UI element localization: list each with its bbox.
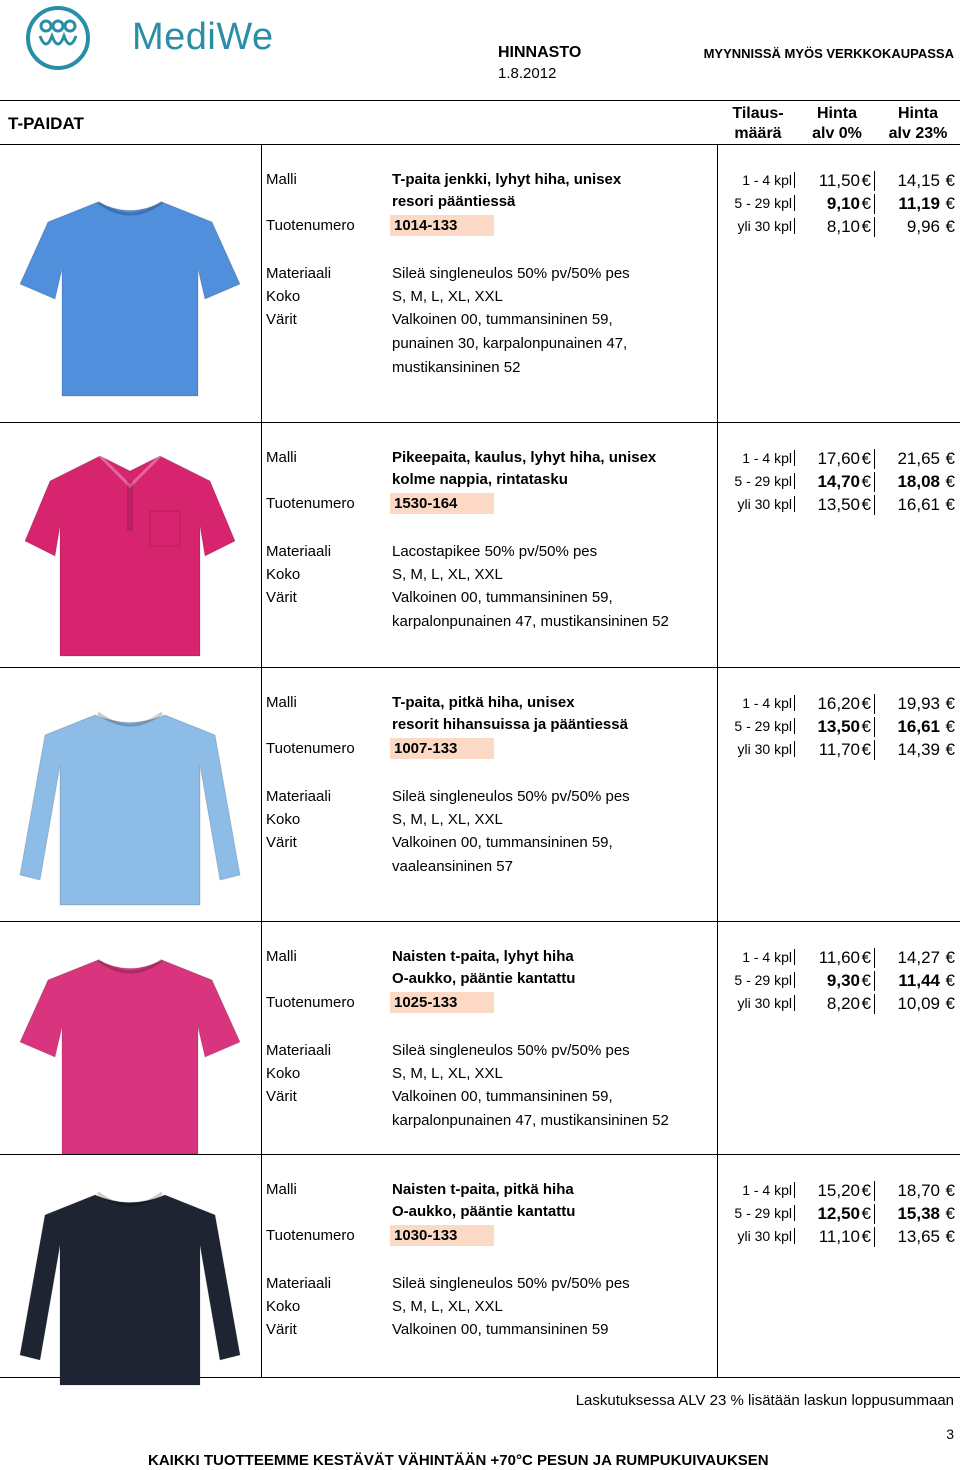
price-incl-vat: 21,65 bbox=[897, 449, 940, 468]
product-name: T-paita, pitkä hiha, unisex bbox=[392, 694, 575, 711]
quantity-range: 1 - 4 kpl bbox=[742, 172, 795, 188]
colors-value-line: Valkoinen 00, tummansininen 59 bbox=[392, 1321, 609, 1338]
quantity-range: 1 - 4 kpl bbox=[742, 695, 795, 711]
product-image-cell bbox=[0, 423, 262, 667]
model-label: Malli bbox=[266, 1181, 297, 1198]
price-row bbox=[717, 447, 960, 469]
product-name: Naisten t-paita, lyhyt hiha bbox=[392, 948, 574, 965]
price-incl-vat: 14,15 bbox=[897, 171, 940, 190]
euro-sign: € bbox=[945, 971, 955, 990]
product-image-cell bbox=[0, 922, 262, 1154]
price-row bbox=[717, 1202, 960, 1224]
webshop-notice: MYYNNISSÄ MYÖS VERKKOKAUPASSA bbox=[703, 46, 954, 61]
price0-header-line2: alv 0% bbox=[812, 125, 862, 142]
colors-value-line: karpalonpunainen 47, mustikansininen 52 bbox=[392, 613, 669, 630]
quantity-range: 5 - 29 kpl bbox=[734, 718, 795, 734]
size-value: S, M, L, XL, XXL bbox=[392, 1065, 503, 1082]
price-row bbox=[717, 169, 960, 191]
material-label: Materiaali bbox=[266, 1275, 332, 1292]
price-excl-vat: 9,30 bbox=[826, 971, 860, 990]
price-excl-vat: 11,50 bbox=[818, 171, 860, 190]
size-value: S, M, L, XL, XXL bbox=[392, 566, 503, 583]
euro-sign: € bbox=[862, 1227, 875, 1247]
material-value: Sileä singleneulos 50% pv/50% pes bbox=[392, 265, 630, 282]
price-excl-vat: 13,50 bbox=[817, 495, 860, 514]
price-row bbox=[717, 1179, 960, 1201]
colors-label: Värit bbox=[266, 311, 297, 328]
euro-sign: € bbox=[945, 694, 955, 713]
product-code: 1007-133 bbox=[390, 738, 494, 759]
size-label: Koko bbox=[266, 288, 301, 305]
size-label: Koko bbox=[266, 566, 301, 583]
price-excl-vat: 14,70 bbox=[817, 472, 860, 491]
vat-footnote: Laskutuksessa ALV 23 % lisätään laskun loppusummaan bbox=[575, 1392, 954, 1409]
price-row bbox=[717, 493, 960, 515]
euro-sign: € bbox=[862, 1181, 875, 1201]
quantity-range: 5 - 29 kpl bbox=[734, 473, 795, 489]
column-header bbox=[0, 100, 960, 145]
category-title: T-PAIDAT bbox=[8, 114, 84, 133]
product-block bbox=[0, 668, 960, 922]
euro-sign: € bbox=[945, 717, 955, 736]
price-excl-vat: 11,10 bbox=[818, 1227, 860, 1246]
product-number-label: Tuotenumero bbox=[266, 1227, 355, 1244]
euro-sign: € bbox=[862, 171, 875, 191]
price23-header-line2: alv 23% bbox=[888, 125, 948, 142]
quantity-range: 1 - 4 kpl bbox=[742, 949, 795, 965]
price-excl-vat: 11,60 bbox=[818, 948, 860, 967]
colors-value-line: Valkoinen 00, tummansininen 59, bbox=[392, 834, 613, 851]
tshirt-image bbox=[0, 426, 262, 666]
product-subtitle: O-aukko, pääntie kantattu bbox=[392, 1203, 576, 1220]
price-incl-vat: 19,93 bbox=[897, 694, 940, 713]
product-subtitle: kolme nappia, rintatasku bbox=[392, 471, 568, 488]
euro-sign: € bbox=[945, 1204, 955, 1223]
product-subtitle: resori pääntiessä bbox=[392, 193, 516, 210]
colors-value-line: Valkoinen 00, tummansininen 59, bbox=[392, 589, 613, 606]
colors-value-line: Valkoinen 00, tummansininen 59, bbox=[392, 311, 613, 328]
euro-sign: € bbox=[945, 1227, 955, 1246]
euro-sign: € bbox=[945, 495, 955, 514]
price-list-title: HINNASTO bbox=[498, 44, 582, 61]
product-code: 1014-133 bbox=[390, 215, 494, 236]
product-number-label: Tuotenumero bbox=[266, 217, 355, 234]
model-label: Malli bbox=[266, 694, 297, 711]
size-value: S, M, L, XL, XXL bbox=[392, 288, 503, 305]
product-image-cell bbox=[0, 668, 262, 921]
price-excl-vat: 8,10 bbox=[826, 217, 860, 236]
euro-sign: € bbox=[862, 495, 875, 515]
price-row bbox=[717, 215, 960, 237]
quantity-range: 1 - 4 kpl bbox=[742, 450, 795, 466]
material-value: Sileä singleneulos 50% pv/50% pes bbox=[392, 1042, 630, 1059]
model-label: Malli bbox=[266, 449, 297, 466]
qty-header-line1: Tilaus- bbox=[732, 105, 784, 122]
euro-sign: € bbox=[945, 194, 955, 213]
euro-sign: € bbox=[945, 740, 955, 759]
price-excl-vat: 9,10 bbox=[826, 194, 860, 213]
price0-header-line1: Hinta bbox=[817, 105, 857, 122]
price-incl-vat: 14,27 bbox=[897, 948, 940, 967]
product-subtitle: resorit hihansuissa ja pääntiessä bbox=[392, 716, 628, 733]
price-incl-vat: 15,38 bbox=[897, 1204, 940, 1223]
euro-sign: € bbox=[862, 194, 875, 214]
tshirt-image bbox=[0, 922, 262, 1162]
euro-sign: € bbox=[862, 717, 875, 737]
colors-value-line: punainen 30, karpalonpunainen 47, bbox=[392, 335, 628, 352]
quantity-range: 5 - 29 kpl bbox=[734, 972, 795, 988]
price-excl-vat: 8,20 bbox=[826, 994, 860, 1013]
size-value: S, M, L, XL, XXL bbox=[392, 1298, 503, 1315]
colors-label: Värit bbox=[266, 1088, 297, 1105]
price-incl-vat-header bbox=[884, 104, 952, 144]
material-label: Materiaali bbox=[266, 1042, 332, 1059]
product-name: Naisten t-paita, pitkä hiha bbox=[392, 1181, 574, 1198]
model-label: Malli bbox=[266, 171, 297, 188]
tshirt-image bbox=[0, 1155, 262, 1395]
euro-sign: € bbox=[862, 694, 875, 714]
product-block bbox=[0, 145, 960, 423]
product-name: Pikeepaita, kaulus, lyhyt hiha, unisex bbox=[392, 449, 657, 466]
tshirt-image bbox=[0, 164, 262, 404]
logo-icon bbox=[22, 4, 122, 70]
material-value: Lacostapikee 50% pv/50% pes bbox=[392, 543, 598, 560]
quantity-range: 5 - 29 kpl bbox=[734, 1205, 795, 1221]
material-label: Materiaali bbox=[266, 543, 332, 560]
price-excl-vat: 16,20 bbox=[817, 694, 860, 713]
washing-notice: KAIKKI TUOTTEEMME KESTÄVÄT VÄHINTÄÄN +70°C PESUN JA RUMPUKUIVAUKSEN bbox=[148, 1452, 769, 1469]
euro-sign: € bbox=[862, 217, 875, 237]
mediwe-logo bbox=[22, 4, 272, 70]
size-value: S, M, L, XL, XXL bbox=[392, 811, 503, 828]
product-image-cell bbox=[0, 1155, 262, 1377]
euro-sign: € bbox=[862, 948, 875, 968]
colors-value-line: mustikansininen 52 bbox=[392, 359, 521, 376]
euro-sign: € bbox=[945, 217, 955, 236]
price-row bbox=[717, 470, 960, 492]
quantity-range: 5 - 29 kpl bbox=[734, 195, 795, 211]
page-header bbox=[0, 0, 960, 100]
euro-sign: € bbox=[862, 971, 875, 991]
price-excl-vat: 11,70 bbox=[818, 740, 860, 759]
product-number-label: Tuotenumero bbox=[266, 495, 355, 512]
logo-text: MediWe bbox=[132, 16, 274, 58]
price-row bbox=[717, 715, 960, 737]
product-block bbox=[0, 922, 960, 1155]
price-row bbox=[717, 738, 960, 760]
quantity-range: yli 30 kpl bbox=[738, 496, 795, 512]
price-incl-vat: 18,08 bbox=[897, 472, 940, 491]
euro-sign: € bbox=[945, 171, 955, 190]
euro-sign: € bbox=[945, 449, 955, 468]
product-number-label: Tuotenumero bbox=[266, 740, 355, 757]
euro-sign: € bbox=[945, 472, 955, 491]
price-excl-vat: 13,50 bbox=[817, 717, 860, 736]
price-excl-vat: 12,50 bbox=[817, 1204, 860, 1223]
quantity-range: yli 30 kpl bbox=[738, 1228, 795, 1244]
price-incl-vat: 18,70 bbox=[897, 1181, 940, 1200]
quantity-range: 1 - 4 kpl bbox=[742, 1182, 795, 1198]
price-incl-vat: 13,65 bbox=[897, 1227, 940, 1246]
price-incl-vat: 9,96 bbox=[906, 217, 940, 236]
qty-column-header bbox=[727, 104, 789, 144]
product-code: 1025-133 bbox=[390, 992, 494, 1013]
product-code: 1030-133 bbox=[390, 1225, 494, 1246]
euro-sign: € bbox=[862, 472, 875, 492]
colors-label: Värit bbox=[266, 1321, 297, 1338]
price-row bbox=[717, 969, 960, 991]
qty-header-line2: määrä bbox=[734, 125, 782, 142]
material-label: Materiaali bbox=[266, 265, 332, 282]
quantity-range: yli 30 kpl bbox=[738, 741, 795, 757]
product-code: 1530-164 bbox=[390, 493, 494, 514]
price-incl-vat: 10,09 bbox=[897, 994, 940, 1013]
colors-label: Värit bbox=[266, 834, 297, 851]
quantity-range: yli 30 kpl bbox=[738, 995, 795, 1011]
price-row bbox=[717, 946, 960, 968]
euro-sign: € bbox=[862, 449, 875, 469]
size-label: Koko bbox=[266, 811, 301, 828]
size-label: Koko bbox=[266, 1298, 301, 1315]
product-block bbox=[0, 423, 960, 668]
colors-label: Värit bbox=[266, 589, 297, 606]
price23-header-line1: Hinta bbox=[898, 105, 938, 122]
quantity-range: yli 30 kpl bbox=[738, 218, 795, 234]
price-row bbox=[717, 1225, 960, 1247]
price-excl-vat: 15,20 bbox=[817, 1181, 860, 1200]
euro-sign: € bbox=[862, 740, 875, 760]
price-row bbox=[717, 992, 960, 1014]
price-list-date: 1.8.2012 bbox=[498, 65, 557, 82]
price-row bbox=[717, 692, 960, 714]
price-excl-vat: 17,60 bbox=[817, 449, 860, 468]
price-incl-vat: 14,39 bbox=[897, 740, 940, 759]
colors-value-line: karpalonpunainen 47, mustikansininen 52 bbox=[392, 1112, 669, 1129]
tshirt-image bbox=[0, 675, 262, 915]
material-value: Sileä singleneulos 50% pv/50% pes bbox=[392, 1275, 630, 1292]
colors-value-line: vaaleansininen 57 bbox=[392, 858, 513, 875]
price-incl-vat: 16,61 bbox=[897, 495, 940, 514]
product-name: T-paita jenkki, lyhyt hiha, unisex bbox=[392, 171, 622, 188]
model-label: Malli bbox=[266, 948, 297, 965]
euro-sign: € bbox=[945, 994, 955, 1013]
euro-sign: € bbox=[862, 1204, 875, 1224]
price-incl-vat: 11,44 bbox=[898, 971, 940, 990]
product-subtitle: O-aukko, pääntie kantattu bbox=[392, 970, 576, 987]
product-number-label: Tuotenumero bbox=[266, 994, 355, 1011]
colors-value-line: Valkoinen 00, tummansininen 59, bbox=[392, 1088, 613, 1105]
euro-sign: € bbox=[945, 1181, 955, 1200]
price-excl-vat-header bbox=[806, 104, 868, 144]
euro-sign: € bbox=[945, 948, 955, 967]
page-number: 3 bbox=[946, 1426, 954, 1442]
material-value: Sileä singleneulos 50% pv/50% pes bbox=[392, 788, 630, 805]
size-label: Koko bbox=[266, 1065, 301, 1082]
material-label: Materiaali bbox=[266, 788, 332, 805]
product-block bbox=[0, 1155, 960, 1378]
price-row bbox=[717, 192, 960, 214]
price-incl-vat: 11,19 bbox=[898, 194, 940, 213]
price-incl-vat: 16,61 bbox=[897, 717, 940, 736]
product-image-cell bbox=[0, 145, 262, 422]
euro-sign: € bbox=[862, 994, 875, 1014]
